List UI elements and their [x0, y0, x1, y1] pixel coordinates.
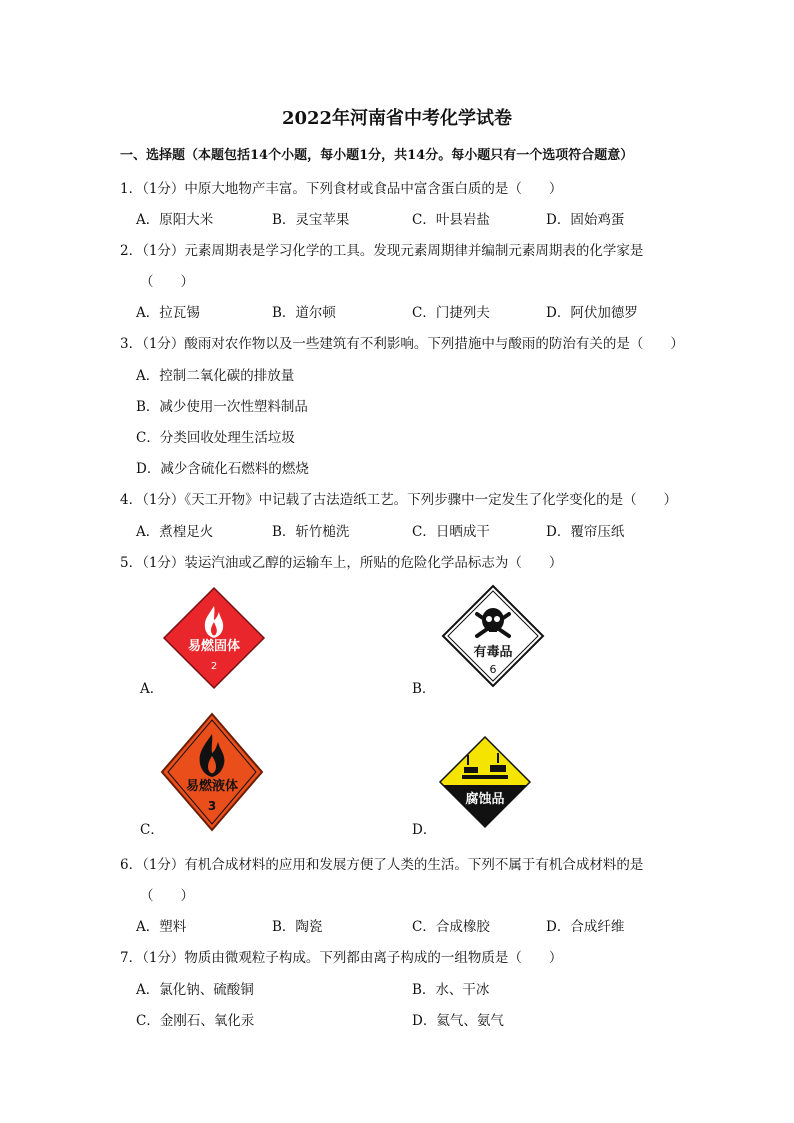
- question-1-option-b[interactable]: B．灵宝苹果: [272, 212, 350, 228]
- question-5-option-b[interactable]: B．: [412, 681, 436, 697]
- toxic-sign[interactable]: [441, 584, 545, 688]
- question-6-stem: 6．（1分）有机合成材料的应用和发展方便了人类的生活。下列不属于有机合成材料的是: [120, 857, 644, 873]
- question-7-option-d[interactable]: D．氦气、氨气: [412, 1013, 504, 1029]
- question-2-stem: 2．（1分）元素周期表是学习化学的工具。发现元素周期律并编制元素周期表的化学家是: [120, 243, 644, 259]
- question-1-stem: 1．（1分）中原大地物产丰富。下列食材或食品中富含蛋白质的是（ ）: [120, 181, 563, 197]
- question-3-stem: 3．（1分）酸雨对农作物以及一些建筑有不利影响。下列措施中与酸雨的防治有关的是（ ）: [120, 336, 684, 352]
- question-2-option-d[interactable]: D．阿伏加德罗: [546, 305, 638, 321]
- question-3-option-c[interactable]: C．分类回收处理生活垃圾: [136, 430, 295, 446]
- question-5-option-c[interactable]: C．: [140, 822, 164, 838]
- question-4-option-a[interactable]: A．煮楻足火: [136, 524, 214, 540]
- question-2-stem-continued: （ ）: [140, 274, 194, 290]
- question-3-option-d[interactable]: D．减少含硫化石燃料的燃烧: [136, 461, 309, 477]
- question-6-option-c[interactable]: C．合成橡胶: [412, 919, 490, 935]
- sign-a-text: 易燃固体: [187, 639, 241, 654]
- question-6-option-d[interactable]: D．合成纤维: [546, 919, 625, 935]
- question-1-option-c[interactable]: C．叶县岩盐: [412, 212, 490, 228]
- question-5-option-d[interactable]: D．: [412, 822, 437, 838]
- question-4-option-d[interactable]: D．覆帘压纸: [546, 524, 625, 540]
- sign-a-number: 2: [210, 661, 218, 672]
- question-7-option-a[interactable]: A．氯化钠、硫酸铜: [136, 982, 254, 998]
- sign-c-number: 3: [207, 799, 217, 813]
- question-2-option-a[interactable]: A．拉瓦锡: [136, 305, 200, 321]
- sign-b-text: 有毒品: [473, 645, 513, 660]
- sign-c-text: 易燃液体: [185, 779, 239, 794]
- question-5-option-a[interactable]: A．: [140, 681, 164, 697]
- question-7-option-c[interactable]: C．金刚石、氧化汞: [136, 1013, 255, 1029]
- question-3-option-b[interactable]: B．减少使用一次性塑料制品: [136, 399, 308, 415]
- sign-d-text: 腐蚀品: [465, 792, 505, 807]
- question-7-option-b[interactable]: B．水、干冰: [412, 982, 490, 998]
- question-1-option-d[interactable]: D．固始鸡蛋: [546, 212, 625, 228]
- corrosive-sign[interactable]: [438, 735, 532, 829]
- question-2-option-c[interactable]: C．门捷列夫: [412, 305, 490, 321]
- question-4-option-c[interactable]: C．日晒成干: [412, 524, 490, 540]
- question-1-option-a[interactable]: A．原阳大米: [136, 212, 214, 228]
- question-4-option-b[interactable]: B．斩竹槌洗: [272, 524, 350, 540]
- flammable-solid-sign[interactable]: [162, 586, 266, 690]
- question-6-option-a[interactable]: A．塑料: [136, 919, 187, 935]
- question-7-stem: 7．（1分）物质由微观粒子构成。下列都由离子构成的一组物质是（ ）: [120, 950, 563, 966]
- question-4-stem: 4．（1分）《天工开物》中记载了古法造纸工艺。下列步骤中一定发生了化学变化的是（ ）: [120, 492, 678, 508]
- page-title: 2022年河南省中考化学试卷: [281, 108, 513, 129]
- question-2-option-b[interactable]: B．道尔顿: [272, 305, 336, 321]
- question-6-option-b[interactable]: B．陶瓷: [272, 919, 323, 935]
- section-heading: 一、选择题（本题包括14个小题，每小题1分，共14分。每小题只有一个选项符合题意）: [120, 148, 634, 163]
- flammable-liquid-sign[interactable]: [160, 712, 264, 832]
- question-3-option-a[interactable]: A．控制二氧化碳的排放量: [136, 368, 295, 384]
- sign-b-number: 6: [489, 663, 497, 676]
- question-5-stem: 5．（1分）装运汽油或乙醇的运输车上，所贴的危险化学品标志为（ ）: [120, 555, 563, 571]
- question-6-stem-continued: （ ）: [140, 888, 194, 904]
